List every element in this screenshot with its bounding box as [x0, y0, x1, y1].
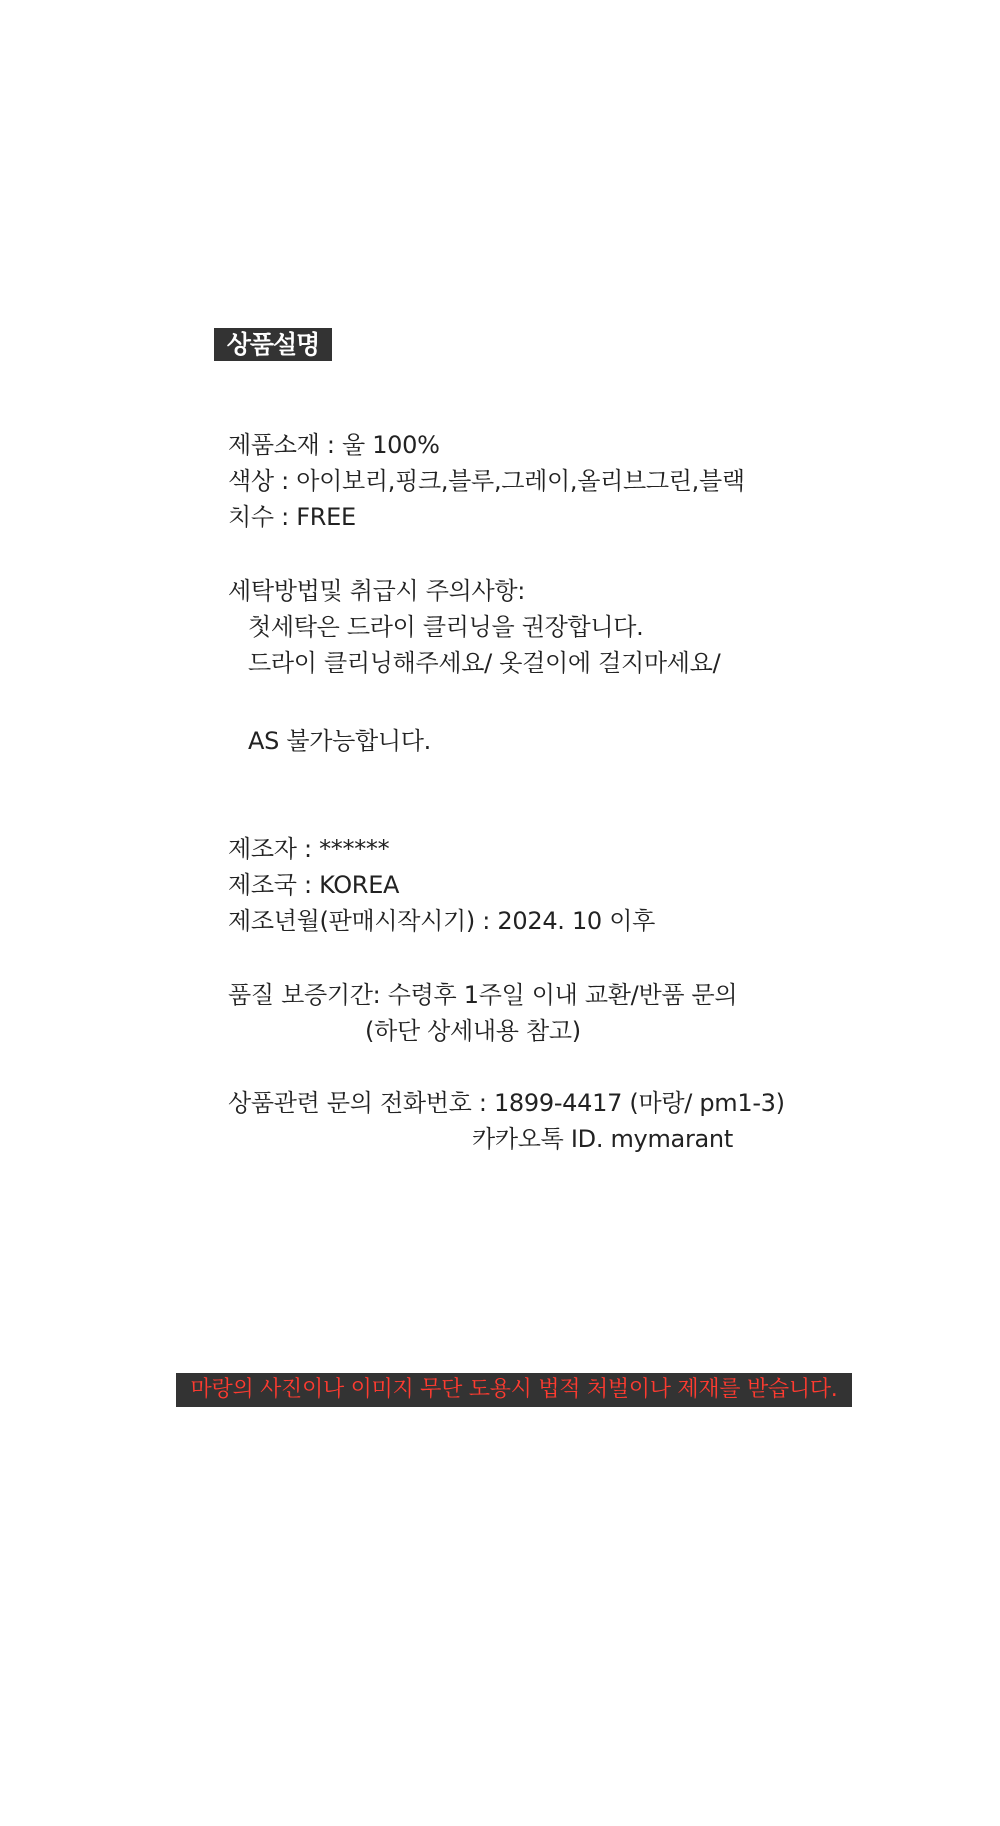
colors-line: 색상 : 아이보리,핑크,블루,그레이,올리브그린,블랙 [228, 467, 745, 495]
warranty-line-1: 품질 보증기간: 수령후 1주일 이내 교환/반품 문의 [228, 981, 738, 1009]
care-line-1: 첫세탁은 드라이 클리닝을 권장합니다. [248, 613, 644, 641]
copyright-warning-bar: 마랑의 사진이나 이미지 무단 도용시 법적 처벌이나 제재를 받습니다. [176, 1373, 852, 1407]
manufacturer-line: 제조자 : ****** [228, 835, 390, 863]
care-heading: 세탁방법및 취급시 주의사항: [228, 577, 526, 605]
section-title-badge: 상품설명 [214, 328, 332, 361]
manufacture-date-line: 제조년월(판매시작시기) : 2024. 10 이후 [228, 907, 655, 935]
as-notice: AS 불가능합니다. [248, 727, 432, 755]
warranty-line-2: (하단 상세내용 참고) [365, 1017, 581, 1045]
country-line: 제조국 : KOREA [228, 871, 400, 899]
contact-line-2: 카카오톡 ID. mymarant [472, 1125, 733, 1153]
contact-line-1: 상품관련 문의 전화번호 : 1899-4417 (마랑/ pm1-3) [228, 1089, 785, 1117]
material-line: 제품소재 : 울 100% [228, 431, 440, 459]
care-line-2: 드라이 클리닝해주세요/ 옷걸이에 걸지마세요/ [248, 649, 721, 677]
size-line: 치수 : FREE [228, 503, 356, 531]
